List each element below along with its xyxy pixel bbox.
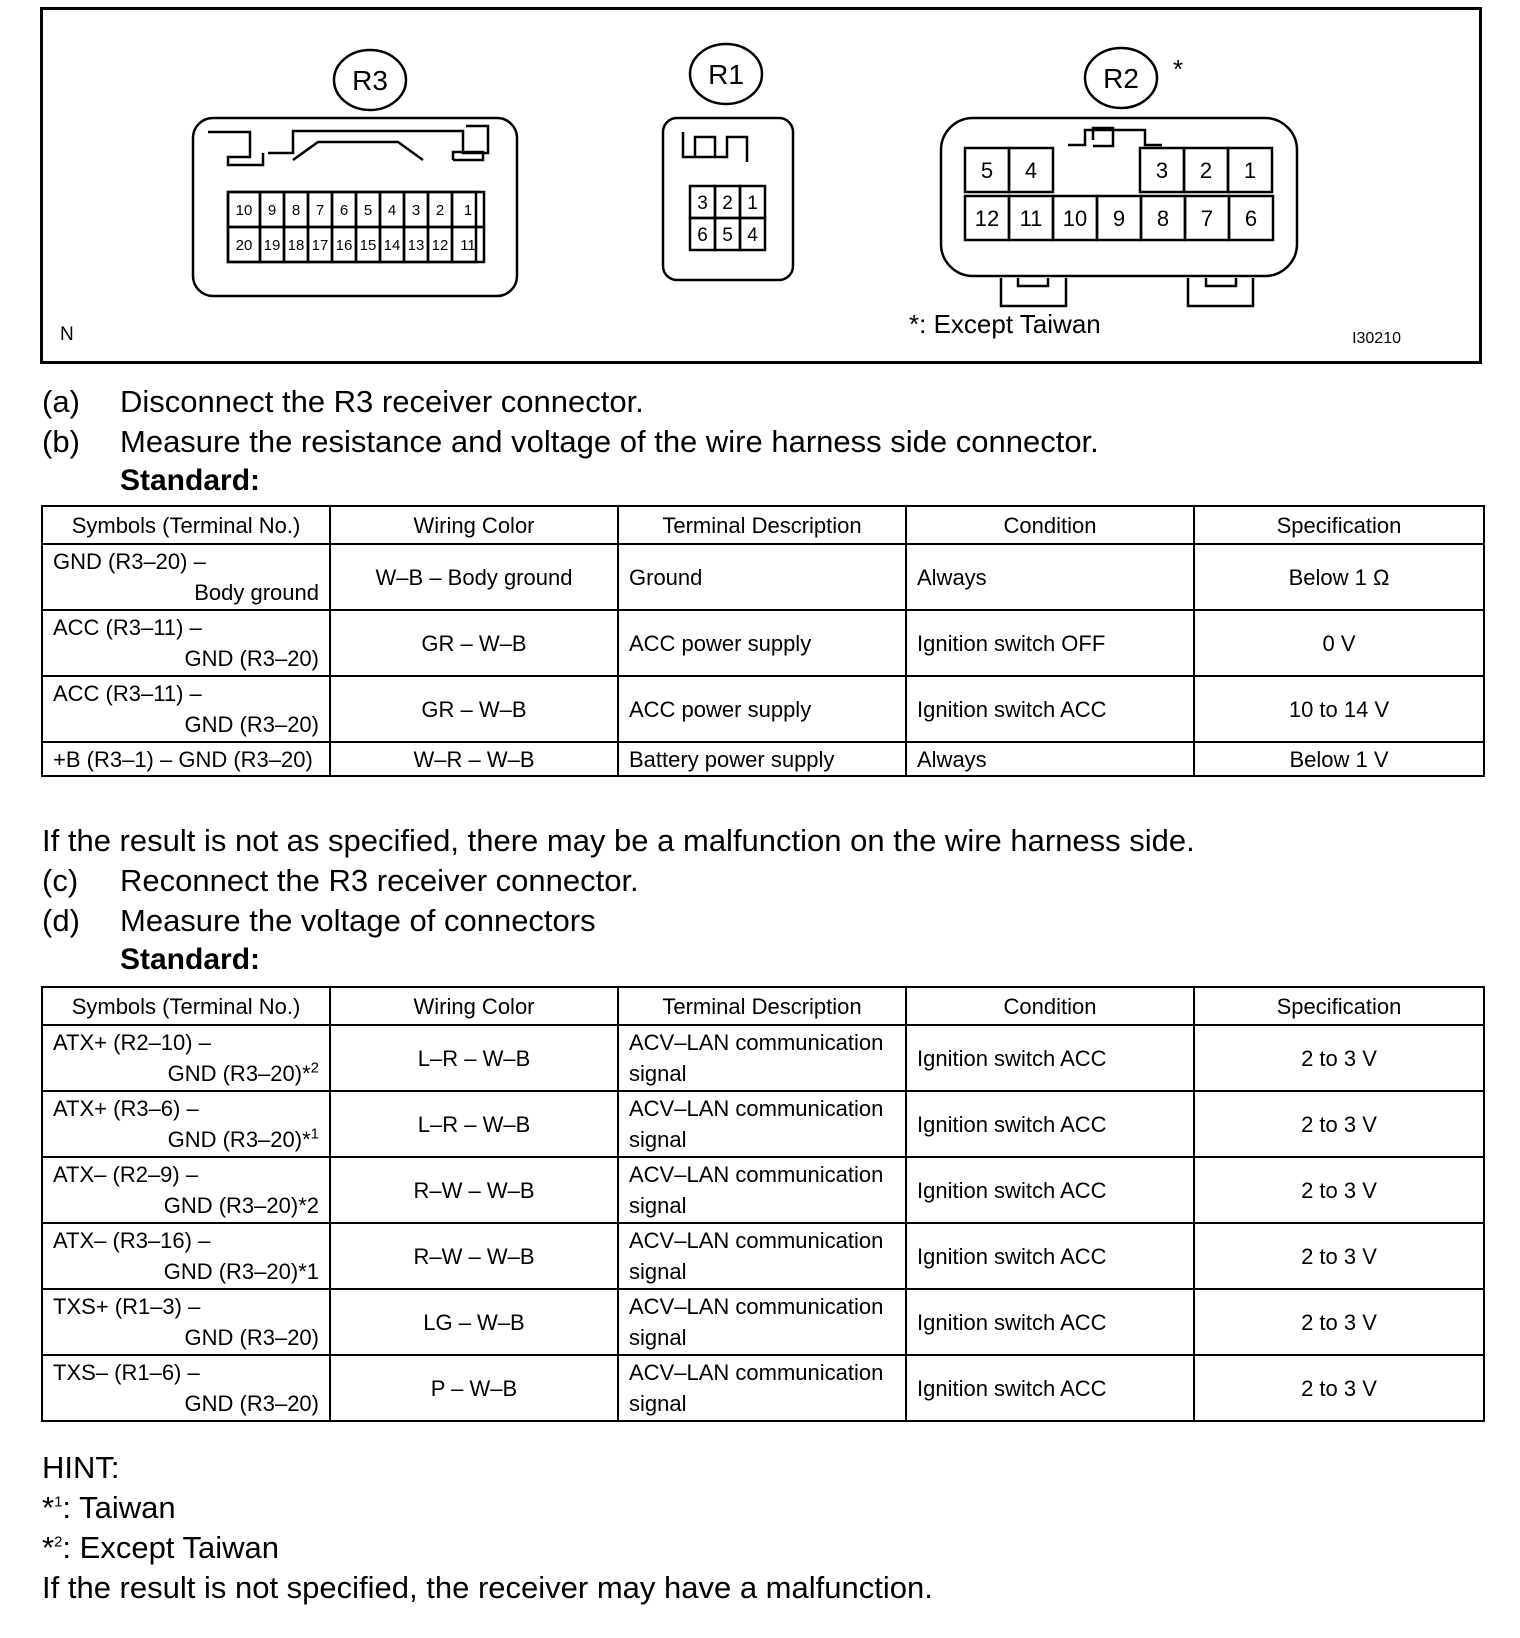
symbol-line-1: ATX+ (R2–10) – bbox=[53, 1030, 211, 1055]
wiring-color-cell: L–R – W–B bbox=[330, 1091, 618, 1157]
connector-r2-label: R2 bbox=[1103, 63, 1139, 94]
r3-bottom-pin-label: 13 bbox=[407, 236, 425, 254]
table-row bbox=[42, 544, 1484, 610]
description-line-1: ACV–LAN communication bbox=[629, 1228, 884, 1253]
symbol-line-2 bbox=[53, 709, 319, 740]
table-1-header-row bbox=[42, 506, 1484, 544]
r2-bottom-pin-label: 10 bbox=[1062, 205, 1088, 231]
standard-table-1 bbox=[41, 505, 1485, 777]
symbol-sup: 1 bbox=[310, 1125, 319, 1143]
table-row bbox=[42, 1223, 1484, 1289]
specification-cell: Below 1 V bbox=[1194, 742, 1484, 776]
r2-bottom-pin-label: 6 bbox=[1244, 205, 1258, 231]
symbol-line-2-text: GND (R3–20) bbox=[184, 1391, 319, 1416]
condition-cell: Ignition switch ACC bbox=[906, 676, 1194, 742]
symbol-sup: 2 bbox=[310, 1059, 319, 1077]
symbol-cell bbox=[42, 1355, 330, 1421]
diagram-figure-id: I30210 bbox=[1352, 330, 1401, 347]
step-b-label: (b) bbox=[42, 424, 80, 459]
symbol-line-1: TXS– (R1–6) – bbox=[53, 1360, 200, 1385]
r1-top-pin-label: 2 bbox=[722, 192, 733, 214]
table-row bbox=[42, 1025, 1484, 1091]
description-line-1: Ground bbox=[629, 564, 703, 590]
r2-top-pin-label: 3 bbox=[1155, 158, 1169, 183]
symbol-cell bbox=[42, 676, 330, 742]
step-c-label: (c) bbox=[42, 863, 79, 898]
table-row bbox=[42, 610, 1484, 676]
r2-top-pin-label: 2 bbox=[1199, 158, 1213, 183]
step-d-text: Measure the voltage of connectors bbox=[120, 903, 596, 938]
connector-diagram bbox=[40, 7, 1482, 364]
condition-cell: Ignition switch ACC bbox=[906, 1355, 1194, 1421]
step-d bbox=[42, 903, 596, 939]
connector-r3-latch bbox=[208, 126, 488, 165]
table-row bbox=[42, 1157, 1484, 1223]
r3-bottom-pin-label: 16 bbox=[335, 236, 353, 254]
specification-cell: 2 to 3 V bbox=[1194, 1355, 1484, 1421]
symbol-line-2 bbox=[53, 643, 319, 674]
symbol-cell bbox=[42, 1157, 330, 1223]
connector-r1-label: R1 bbox=[708, 59, 744, 90]
description-line-2: signal bbox=[629, 1193, 687, 1218]
r3-top-pin-label: 6 bbox=[339, 201, 349, 219]
symbol-line-2-text: GND (R3–20)*1 bbox=[163, 1259, 319, 1284]
symbol-line-1: ATX– (R2–9) – bbox=[53, 1162, 199, 1187]
condition-cell: Ignition switch ACC bbox=[906, 1289, 1194, 1355]
symbol-cell bbox=[42, 742, 330, 776]
step-a bbox=[42, 384, 644, 420]
wiring-color-cell: R–W – W–B bbox=[330, 1157, 618, 1223]
r3-top-pin-label: 2 bbox=[435, 201, 445, 219]
description-line-2: signal bbox=[629, 1061, 687, 1086]
r3-top-pin-label: 1 bbox=[463, 201, 473, 219]
hint-note-1-mark: * bbox=[42, 1490, 55, 1525]
connector-r2-mark: * bbox=[1172, 54, 1184, 84]
r3-bottom-pin-label: 15 bbox=[359, 236, 377, 254]
symbol-line-1: TXS+ (R1–3) – bbox=[53, 1294, 201, 1319]
symbol-line-1: ATX+ (R3–6) – bbox=[53, 1096, 199, 1121]
step-d-label: (d) bbox=[42, 903, 80, 938]
step-a-text: Disconnect the R3 receiver connector. bbox=[120, 384, 644, 419]
r3-top-pin-label: 8 bbox=[291, 201, 301, 219]
specification-cell: 2 to 3 V bbox=[1194, 1157, 1484, 1223]
table-row bbox=[42, 1091, 1484, 1157]
symbol-line-2 bbox=[53, 1058, 319, 1089]
symbol-line-2-text: Body ground bbox=[194, 580, 319, 605]
condition-cell: Always bbox=[906, 544, 1194, 610]
symbol-line-2-text: GND (R3–20) bbox=[184, 712, 319, 737]
diagram-corner-code: N bbox=[60, 324, 74, 345]
specification-cell: Below 1 Ω bbox=[1194, 544, 1484, 610]
r2-bottom-pin-label: 8 bbox=[1156, 205, 1170, 231]
r1-bottom-pin-label: 5 bbox=[722, 224, 733, 246]
description-cell bbox=[618, 676, 906, 742]
table-1-header-cell: Condition bbox=[906, 506, 1194, 544]
table-row bbox=[42, 1289, 1484, 1355]
hint-note-2 bbox=[42, 1530, 279, 1566]
table-2-header-cell: Terminal Description bbox=[618, 987, 906, 1025]
step-b-text: Measure the resistance and voltage of the wire harness side connector. bbox=[120, 424, 1099, 459]
wiring-color-cell: R–W – W–B bbox=[330, 1223, 618, 1289]
note-wire-harness: If the result is not as specified, there may be a malfunction on the wire harness side. bbox=[42, 823, 1195, 858]
hint-note-1-sup: 1 bbox=[54, 1493, 63, 1511]
symbol-line-2-text: GND (R3–20)* bbox=[167, 1127, 311, 1152]
condition-cell: Ignition switch ACC bbox=[906, 1025, 1194, 1091]
r2-bottom-pin-label: 12 bbox=[974, 205, 1000, 231]
hint-note-1 bbox=[42, 1490, 176, 1526]
step-c-text: Reconnect the R3 receiver connector. bbox=[120, 863, 639, 898]
connector-r1-latch bbox=[683, 132, 747, 162]
hint-note-1-text: : Taiwan bbox=[62, 1490, 176, 1525]
description-line-2: signal bbox=[629, 1127, 687, 1152]
description-cell bbox=[618, 1289, 906, 1355]
r3-top-pin-label: 7 bbox=[315, 201, 325, 219]
table-1-header-cell: Symbols (Terminal No.) bbox=[42, 506, 330, 544]
table-row bbox=[42, 676, 1484, 742]
r3-bottom-pin-label: 19 bbox=[263, 236, 281, 254]
description-cell bbox=[618, 1157, 906, 1223]
r2-top-pin-label: 4 bbox=[1024, 158, 1038, 183]
table-row bbox=[42, 742, 1484, 776]
step-c bbox=[42, 863, 639, 899]
r1-top-pin-label: 3 bbox=[697, 192, 708, 214]
table-row bbox=[42, 1355, 1484, 1421]
r3-bottom-pin-label: 12 bbox=[431, 236, 449, 254]
wiring-color-cell: GR – W–B bbox=[330, 610, 618, 676]
symbol-cell bbox=[42, 610, 330, 676]
table-2-header-cell: Specification bbox=[1194, 987, 1484, 1025]
standard-table-2 bbox=[41, 986, 1485, 1422]
description-cell bbox=[618, 742, 906, 776]
r2-bottom-pin-label: 11 bbox=[1019, 205, 1043, 231]
wiring-color-cell: LG – W–B bbox=[330, 1289, 618, 1355]
condition-cell: Always bbox=[906, 742, 1194, 776]
specification-cell: 10 to 14 V bbox=[1194, 676, 1484, 742]
connector-r3-label: R3 bbox=[352, 65, 388, 96]
description-line-2: signal bbox=[629, 1259, 687, 1284]
specification-cell: 2 to 3 V bbox=[1194, 1289, 1484, 1355]
specification-cell: 2 to 3 V bbox=[1194, 1223, 1484, 1289]
hint-note-2-text: : Except Taiwan bbox=[62, 1530, 279, 1565]
r3-bottom-pin-label: 18 bbox=[287, 236, 305, 254]
r3-top-pin-label: 10 bbox=[235, 201, 253, 219]
description-line-2: signal bbox=[629, 1391, 687, 1416]
description-line-1: Battery power supply bbox=[629, 746, 835, 772]
hint-note-2-sup: 2 bbox=[54, 1533, 63, 1551]
specification-cell: 0 V bbox=[1194, 610, 1484, 676]
r2-top-pin-label: 5 bbox=[980, 158, 994, 183]
r3-bottom-pin-label: 17 bbox=[311, 236, 329, 254]
table-1-header-cell: Wiring Color bbox=[330, 506, 618, 544]
r3-top-pin-label: 4 bbox=[387, 201, 397, 219]
symbol-line-1: ACC (R3–11) – bbox=[53, 681, 202, 706]
symbol-cell bbox=[42, 1223, 330, 1289]
symbol-line-2 bbox=[53, 1124, 319, 1155]
wiring-color-cell: L–R – W–B bbox=[330, 1025, 618, 1091]
wiring-color-cell: W–R – W–B bbox=[330, 742, 618, 776]
description-cell bbox=[618, 544, 906, 610]
condition-cell: Ignition switch ACC bbox=[906, 1157, 1194, 1223]
description-line-2: signal bbox=[629, 1325, 687, 1350]
table-2-header-cell: Wiring Color bbox=[330, 987, 618, 1025]
symbol-line-2 bbox=[53, 1322, 319, 1353]
symbol-line-1: +B (R3–1) – GND (R3–20) bbox=[53, 746, 313, 772]
description-cell bbox=[618, 1355, 906, 1421]
wiring-color-cell: P – W–B bbox=[330, 1355, 618, 1421]
symbol-line-1: ACC (R3–11) – bbox=[53, 615, 202, 640]
description-cell bbox=[618, 1025, 906, 1091]
table-2-header-cell: Condition bbox=[906, 987, 1194, 1025]
symbol-line-1: ATX– (R3–16) – bbox=[53, 1228, 211, 1253]
description-cell bbox=[618, 610, 906, 676]
wiring-color-cell: GR – W–B bbox=[330, 676, 618, 742]
step-b bbox=[42, 424, 1099, 460]
condition-cell: Ignition switch OFF bbox=[906, 610, 1194, 676]
table-1-header-cell: Specification bbox=[1194, 506, 1484, 544]
symbol-line-2-text: GND (R3–20)*2 bbox=[163, 1193, 319, 1218]
symbol-line-2-text: GND (R3–20) bbox=[184, 1325, 319, 1350]
r3-bottom-pin-label: 20 bbox=[235, 236, 253, 254]
description-cell bbox=[618, 1091, 906, 1157]
description-line-1: ACV–LAN communication bbox=[629, 1360, 884, 1385]
condition-cell: Ignition switch ACC bbox=[906, 1091, 1194, 1157]
description-cell bbox=[618, 1223, 906, 1289]
standard-label-2: Standard: bbox=[120, 943, 261, 976]
symbol-cell bbox=[42, 544, 330, 610]
symbol-line-2-text: GND (R3–20)* bbox=[167, 1061, 311, 1086]
description-line-1: ACV–LAN communication bbox=[629, 1096, 884, 1121]
symbol-cell bbox=[42, 1025, 330, 1091]
symbol-line-2 bbox=[53, 577, 319, 608]
diagram-footnote: *: Except Taiwan bbox=[909, 309, 1101, 339]
description-line-1: ACV–LAN communication bbox=[629, 1294, 884, 1319]
table-2-header-cell: Symbols (Terminal No.) bbox=[42, 987, 330, 1025]
specification-cell: 2 to 3 V bbox=[1194, 1025, 1484, 1091]
table-2-header-row bbox=[42, 987, 1484, 1025]
r3-bottom-pin-label: 11 bbox=[460, 236, 476, 254]
symbol-line-1: GND (R3–20) – bbox=[53, 549, 206, 574]
connector-r1 bbox=[663, 44, 793, 280]
r2-top-pin-label: 1 bbox=[1243, 158, 1257, 183]
specification-cell: 2 to 3 V bbox=[1194, 1091, 1484, 1157]
symbol-cell bbox=[42, 1091, 330, 1157]
connector-r2 bbox=[941, 48, 1297, 306]
hint-note-2-mark: * bbox=[42, 1530, 55, 1565]
symbol-line-2-text: GND (R3–20) bbox=[184, 646, 319, 671]
r3-bottom-pin-label: 14 bbox=[383, 236, 401, 254]
description-line-1: ACC power supply bbox=[629, 630, 812, 656]
r3-top-pin-label: 5 bbox=[363, 201, 373, 219]
description-line-1: ACV–LAN communication bbox=[629, 1030, 884, 1055]
connector-r3 bbox=[193, 50, 517, 296]
r2-bottom-pin-label: 7 bbox=[1200, 205, 1214, 231]
symbol-cell bbox=[42, 1289, 330, 1355]
r1-bottom-pin-label: 4 bbox=[747, 224, 758, 246]
r3-top-pin-label: 3 bbox=[411, 201, 421, 219]
step-a-label: (a) bbox=[42, 384, 80, 419]
symbol-line-2 bbox=[53, 1388, 319, 1419]
table-1-header-cell: Terminal Description bbox=[618, 506, 906, 544]
description-line-1: ACV–LAN communication bbox=[629, 1162, 884, 1187]
symbol-line-2 bbox=[53, 1256, 319, 1287]
standard-label-1: Standard: bbox=[120, 464, 261, 497]
r2-bottom-pin-label: 9 bbox=[1112, 205, 1126, 231]
note-receiver: If the result is not specified, the receiver may have a malfunction. bbox=[42, 1570, 933, 1605]
description-line-1: ACC power supply bbox=[629, 696, 812, 722]
condition-cell: Ignition switch ACC bbox=[906, 1223, 1194, 1289]
r3-top-pin-label: 9 bbox=[267, 201, 277, 219]
wiring-color-cell: W–B – Body ground bbox=[330, 544, 618, 610]
r1-bottom-pin-label: 6 bbox=[697, 224, 708, 246]
hint-title: HINT: bbox=[42, 1450, 120, 1485]
symbol-line-2 bbox=[53, 1190, 319, 1221]
r1-top-pin-label: 1 bbox=[747, 192, 758, 214]
